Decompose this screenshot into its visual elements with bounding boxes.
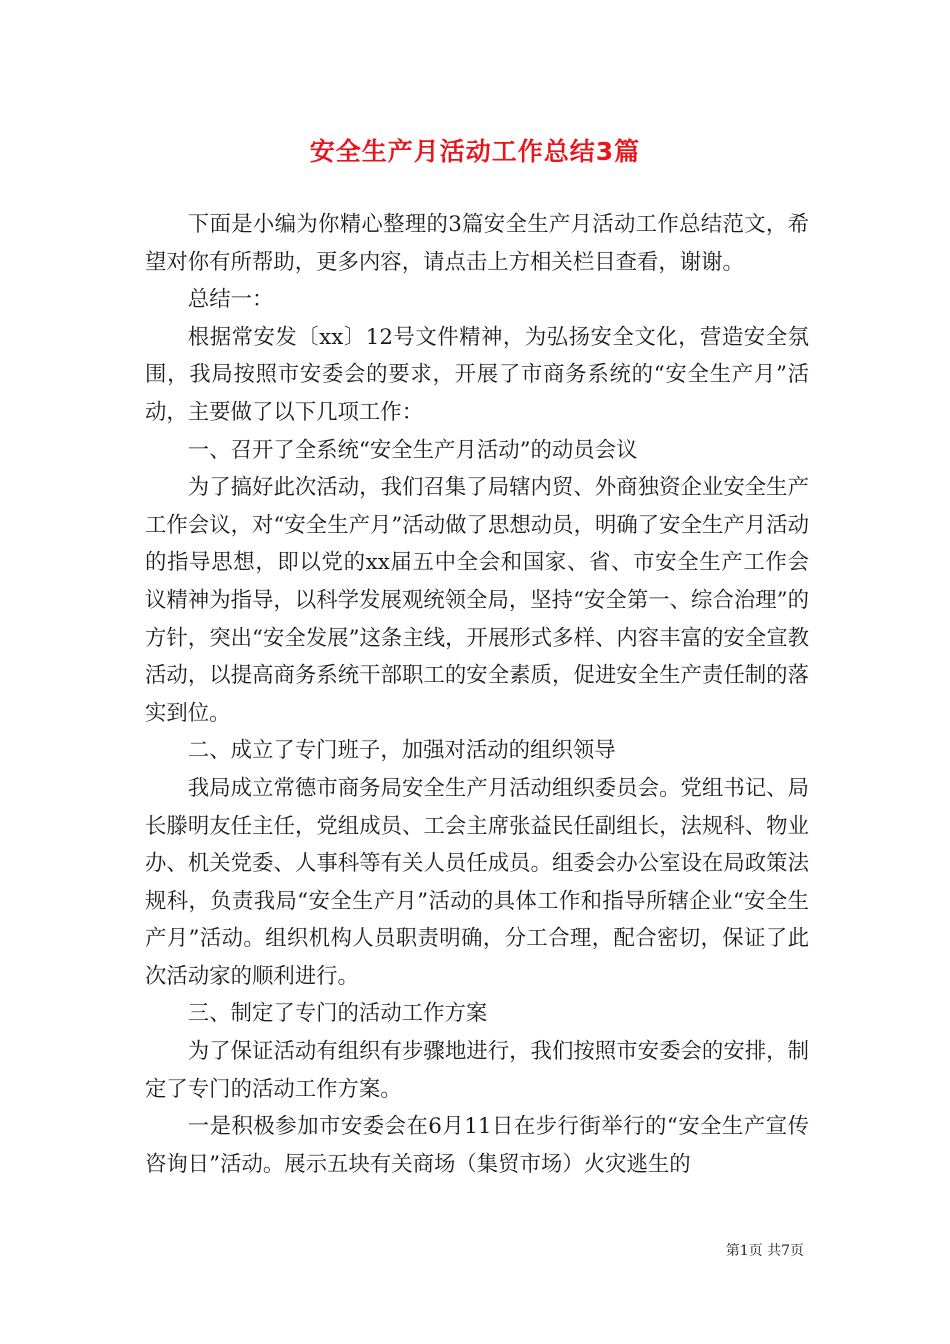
paragraph: 为了搞好此次活动，我们召集了局辖内贸、外商独资企业安全生产工作会议，对“安全生产月”活动做了思想动员，明确了安全生产月活动的指导思想，即以党的xx届五中全会和国家、省、市安全生产工作会议精神为指导，以科学发展观统领全局，坚持“安全第一、综合治理”的方针，突出“安全发展”这条主线，开展形式多样、内容丰富的安全宣教活动，以提高商务系统干部职工的安全素质，促进安全生产责任制的落实到位。 [145,475,809,726]
section-heading: 三、制定了专门的活动工作方案 [187,1001,488,1027]
section-heading: 一、召开了全系统“安全生产月活动”的动员会议 [187,437,638,463]
section-heading: 二、成立了专门班子，加强对活动的组织领导 [187,738,616,764]
document-body [145,206,809,1183]
paragraph: 一是积极参加市安委会在6月11日在步行街举行的“安全生产宣传咨询日”活动。展示五块有关商场（集贸市场）火灾逃生的 [145,1114,809,1177]
paragraph: 根据常安发〔xx〕12号文件精神，为弘扬安全文化，营造安全氛围，我局按照市安委会的要求，开展了市商务系统的“安全生产月”活动，主要做了以下几项工作： [145,324,809,425]
paragraph: 为了保证活动有组织有步骤地进行，我们按照市安委会的安排，制定了专门的活动工作方案。 [145,1039,809,1102]
paragraph: 下面是小编为你精心整理的3篇安全生产月活动工作总结范文，希望对你有所帮助，更多内容，请点击上方相关栏目查看，谢谢。 [145,212,809,275]
page-number: 第1页 共7页 [725,1243,804,1259]
paragraph: 总结一： [187,287,274,313]
paragraph: 我局成立常德市商务局安全生产月活动组织委员会。党组书记、局长滕明友任主任，党组成员、工会主席张益民任副组长，法规科、物业办、机关党委、人事科等有关人员任成员。组委会办公室设在局政策法规科，负责我局“安全生产月”活动的具体工作和指导所辖企业“安全生产月”活动。组织机构人员职责明确，分工合理，配合密切，保证了此次活动家的顺利进行。 [145,775,809,989]
document-title: 安全生产月活动工作总结3篇 [309,137,641,166]
